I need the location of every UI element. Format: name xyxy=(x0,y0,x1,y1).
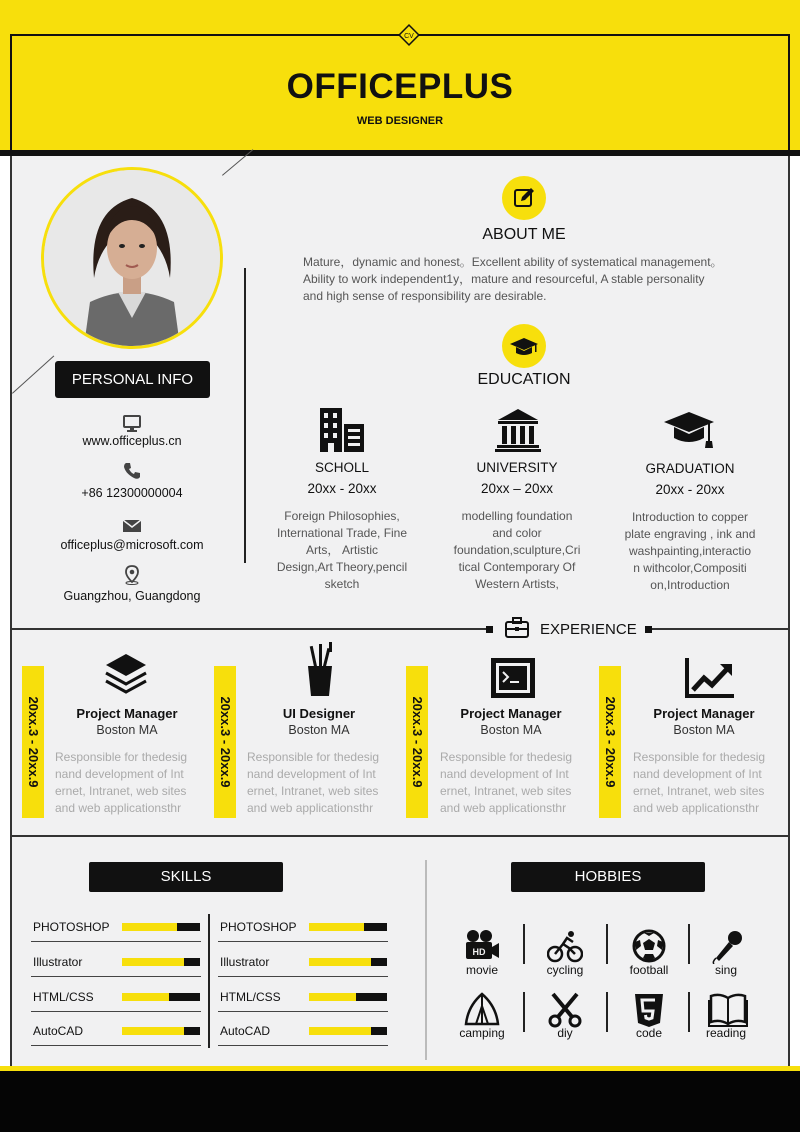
experience-role: UI Designer xyxy=(282,706,356,721)
skill-level-bar xyxy=(309,958,387,966)
skill-name: AutoCAD xyxy=(33,1024,84,1038)
skill-level-fill xyxy=(309,923,364,931)
skill-underline xyxy=(218,941,388,942)
exp-desc-line: Responsible for thedesig xyxy=(55,750,188,764)
experience-desc xyxy=(247,749,402,817)
exp-desc-line: nand development of Int xyxy=(633,767,762,781)
edu-desc-line: sketch xyxy=(324,577,360,591)
skill-underline xyxy=(31,941,201,942)
edu-desc-line: Western Artists, xyxy=(475,577,559,591)
skill-name: Illustrator xyxy=(220,955,270,969)
edu-desc-line: foundation,sculpture,Cri xyxy=(453,543,581,557)
hobby-label: cycling xyxy=(546,963,584,977)
exp-desc-line: ernet, Intranet, web sites xyxy=(55,784,187,798)
layers-icon xyxy=(102,650,150,703)
education-item-desc xyxy=(442,508,592,593)
about-me-title: ABOUT ME xyxy=(482,226,566,243)
contact-website[interactable]: www.officeplus.cn xyxy=(82,434,182,448)
experience-date: 20xx.3 - 20xx.9 xyxy=(26,696,41,788)
edu-desc-line: Design,Art Theory,pencil xyxy=(276,560,408,574)
skill-name: HTML/CSS xyxy=(33,990,94,1004)
cv-badge-text: CV xyxy=(404,33,414,40)
education-title: EDUCATION xyxy=(477,371,571,388)
location-icon xyxy=(122,565,142,590)
experience-city: Boston MA xyxy=(673,723,735,737)
exp-desc-line: nand development of Int xyxy=(55,767,184,781)
experience-role: Project Manager xyxy=(653,706,755,721)
hobby-label: football xyxy=(629,963,669,977)
skill-level-bar xyxy=(309,1027,387,1035)
education-item-desc xyxy=(267,508,417,593)
exp-desc-line: ernet, Intranet, web sites xyxy=(633,784,765,798)
skill-underline xyxy=(218,1045,388,1046)
hobby-separator xyxy=(523,924,525,964)
skill-level-fill xyxy=(122,958,184,966)
about-line: Ability to work independent1y，mature and resourceful, A stable personality xyxy=(303,272,705,286)
education-item-year: 20xx - 20xx xyxy=(655,482,725,497)
skill-name: Illustrator xyxy=(33,955,83,969)
experience-divider xyxy=(10,628,790,630)
skill-name: PHOTOSHOP xyxy=(33,920,110,934)
hobby-label: sing xyxy=(714,963,737,977)
education-item-year: 20xx - 20xx xyxy=(307,481,377,496)
skill-level-bar xyxy=(122,993,200,1001)
education-item-title: SCHOLL xyxy=(314,460,370,475)
skill-level-fill xyxy=(122,993,169,1001)
experience-date: 20xx.3 - 20xx.9 xyxy=(218,696,233,788)
edit-icon xyxy=(502,176,546,220)
experience-city: Boston MA xyxy=(96,723,158,737)
experience-city: Boston MA xyxy=(288,723,350,737)
skills-column-divider xyxy=(208,914,210,1048)
personal-info-label: PERSONAL INFO xyxy=(55,361,210,398)
exp-desc-line: and web applicationsthr xyxy=(633,801,760,815)
experience-city: Boston MA xyxy=(480,723,542,737)
skill-level-fill xyxy=(309,993,356,1001)
experience-title: EXPERIENCE xyxy=(540,621,637,638)
exp-desc-line: nand development of Int xyxy=(247,767,376,781)
footer-bar xyxy=(0,1071,800,1132)
experience-date: 20xx.3 - 20xx.9 xyxy=(410,696,425,788)
svg-text:HD: HD xyxy=(472,947,486,957)
exp-desc-line: and web applicationsthr xyxy=(55,801,182,815)
terminal-icon xyxy=(489,656,537,705)
experience-role: Project Manager xyxy=(76,706,178,721)
skill-level-fill xyxy=(122,923,177,931)
edu-desc-line: modelling foundation xyxy=(461,509,573,523)
contact-email[interactable]: officeplus@microsoft.com xyxy=(60,538,204,552)
exp-desc-line: and web applicationsthr xyxy=(440,801,567,815)
hobby-label: diy xyxy=(557,1026,573,1040)
exp-desc-line: nand development of Int xyxy=(440,767,569,781)
edu-desc-line: tical Contemporary Of xyxy=(458,560,576,574)
exp-desc-line: ernet, Intranet, web sites xyxy=(247,784,379,798)
briefcase-icon xyxy=(504,616,530,645)
skills-divider xyxy=(10,835,790,837)
edu-desc-line: washpainting,interactio xyxy=(628,544,752,558)
skill-underline xyxy=(31,1011,201,1012)
skill-level-bar xyxy=(122,958,200,966)
edu-desc-line: Arts， Artistic xyxy=(305,543,378,557)
hobby-label: code xyxy=(635,1026,663,1040)
divider-square xyxy=(645,626,652,633)
hobby-label: movie xyxy=(465,963,498,977)
skill-underline xyxy=(218,1011,388,1012)
skill-level-bar xyxy=(122,923,200,931)
skill-name: PHOTOSHOP xyxy=(220,920,297,934)
hobby-label: camping xyxy=(459,1026,505,1040)
hobby-separator xyxy=(606,924,608,964)
divider-square xyxy=(486,626,493,633)
trend-chart-icon xyxy=(684,656,736,705)
about-line: and high sense of responsibility are desirable. xyxy=(303,289,547,303)
mortarboard-icon xyxy=(502,324,546,368)
graduation-cap-icon xyxy=(662,406,716,459)
column-divider xyxy=(244,268,246,563)
skill-name: AutoCAD xyxy=(220,1024,271,1038)
skills-hobbies-divider xyxy=(425,860,427,1060)
about-me-text xyxy=(303,254,783,305)
exp-desc-line: Responsible for thedesig xyxy=(633,750,766,764)
exp-desc-line: ernet, Intranet, web sites xyxy=(440,784,572,798)
pen-cup-icon xyxy=(296,640,344,703)
skill-name: HTML/CSS xyxy=(220,990,281,1004)
education-item-desc xyxy=(615,509,765,594)
profile-photo xyxy=(41,167,223,349)
experience-label xyxy=(486,616,652,642)
exp-desc-line: and web applicationsthr xyxy=(247,801,374,815)
skills-label: SKILLS xyxy=(89,862,283,892)
resume-name: OFFICEPLUS xyxy=(286,67,514,106)
about-line: Mature，dynamic and honest。Excellent ability of systematical management。 xyxy=(303,255,723,269)
skill-level-bar xyxy=(122,1027,200,1035)
contact-location: Guangzhou, Guangdong xyxy=(63,589,201,603)
experience-desc xyxy=(633,749,788,817)
exp-desc-line: Responsible for thedesig xyxy=(440,750,573,764)
phone-icon xyxy=(122,461,142,486)
education-item-year: 20xx – 20xx xyxy=(480,481,554,496)
exp-desc-line: Responsible for thedesig xyxy=(247,750,380,764)
skill-level-bar xyxy=(309,923,387,931)
skill-level-fill xyxy=(309,1027,371,1035)
job-title: WEB DESIGNER xyxy=(356,115,444,127)
edu-desc-line: and color xyxy=(492,526,542,540)
edu-desc-line: n withcolor,Compositi xyxy=(633,561,747,575)
hobby-separator xyxy=(688,924,690,964)
education-item-title: UNIVERSITY xyxy=(476,460,558,475)
skill-underline xyxy=(31,1045,201,1046)
edu-desc-line: on,Introduction xyxy=(650,578,730,592)
skill-level-fill xyxy=(309,958,371,966)
experience-desc xyxy=(55,749,210,817)
education-item-title: GRADUATION xyxy=(645,461,735,476)
experience-role: Project Manager xyxy=(460,706,562,721)
experience-desc xyxy=(440,749,595,817)
skill-level-fill xyxy=(122,1027,184,1035)
edu-desc-line: plate engraving , ink and xyxy=(624,527,756,541)
contact-phone[interactable]: +86 12300000004 xyxy=(81,486,183,500)
hobby-separator xyxy=(606,992,608,1032)
hobby-label: reading xyxy=(705,1026,747,1040)
skill-underline xyxy=(218,976,388,977)
skill-underline xyxy=(31,976,201,977)
edu-desc-line: International Trade, Fine xyxy=(276,526,408,540)
hobbies-label: HOBBIES xyxy=(511,862,705,892)
experience-date: 20xx.3 - 20xx.9 xyxy=(603,696,618,788)
building-icon xyxy=(318,406,366,459)
edu-desc-line: Foreign Philosophies, xyxy=(284,509,400,523)
university-icon xyxy=(494,406,542,459)
cv-badge-icon xyxy=(393,19,425,51)
edu-desc-line: Introduction to copper xyxy=(631,510,749,524)
skill-level-bar xyxy=(309,993,387,1001)
